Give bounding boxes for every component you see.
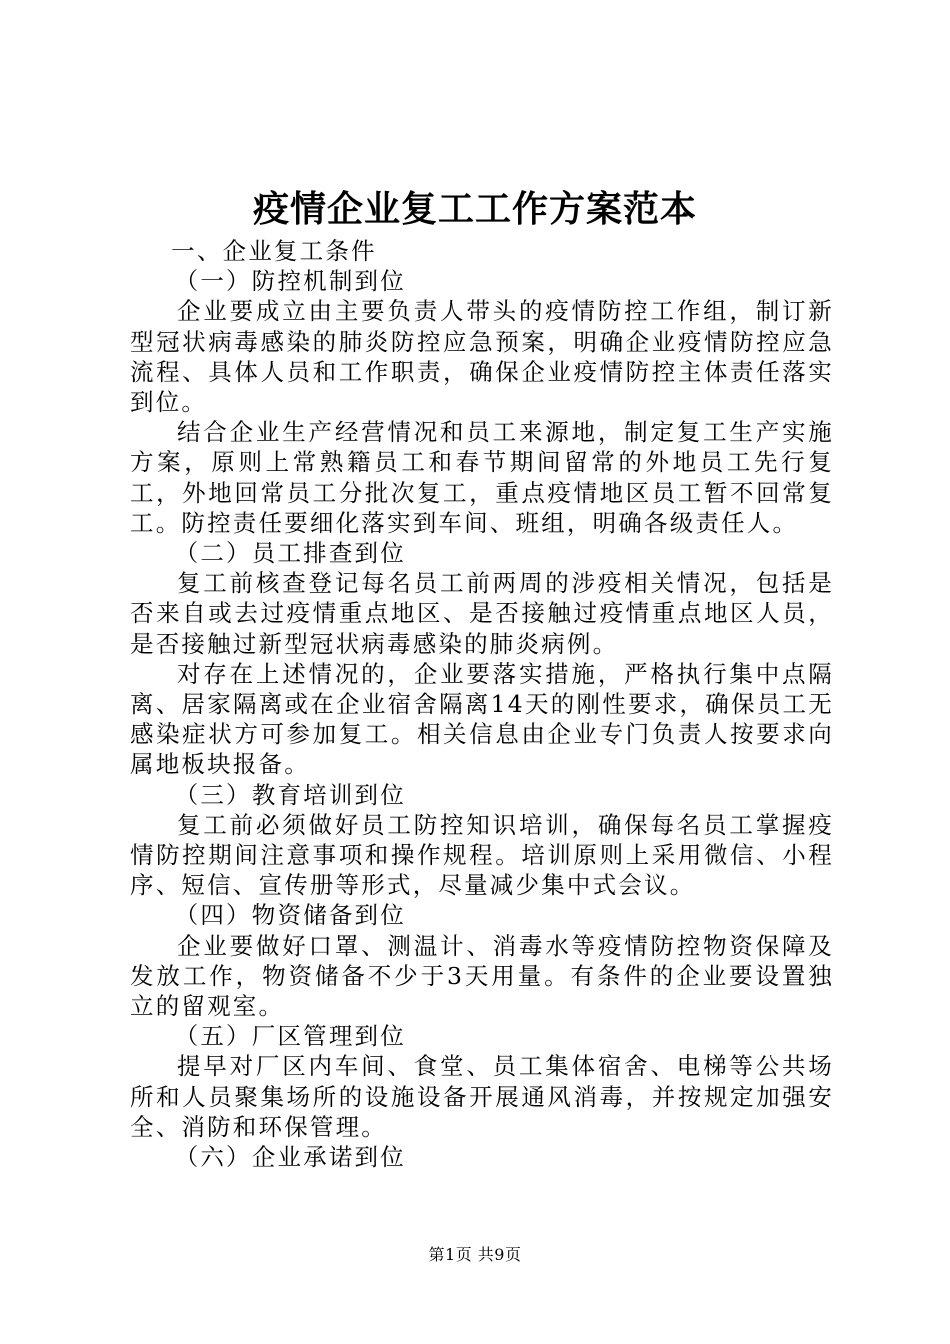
- subsection-heading: （二）员工排查到位: [174, 539, 406, 568]
- subsection-heading: （六）企业承诺到位: [174, 1143, 406, 1172]
- page-footer: 第1页 共9页: [428, 1245, 522, 1264]
- body-paragraph: 结合企业生产经营情况和员工来源地，制定复工生产实施方案，原则上常熟籍员工和春节期间留常的外地员工先行复工，外地回常员工分批次复工，重点疫情地区员工暂不回常复工。防控责任要细化落实到车间、班组，明确各级责任人。: [130, 418, 834, 537]
- subsection-heading: （五）厂区管理到位: [174, 1022, 406, 1051]
- subsection-heading: （一）防控机制到位: [174, 267, 406, 296]
- body-paragraph: 提早对厂区内车间、食堂、员工集体宿舍、电梯等公共场所和人员聚集场所的设施设备开展通风消毒，并按规定加强安全、消防和环保管理。: [130, 1052, 834, 1141]
- body-paragraph: 企业要做好口罩、测温计、消毒水等疫情防控物资保障及发放工作，物资储备不少于3天用量。有条件的企业要设置独立的留观室。: [130, 931, 834, 1021]
- body-paragraph: 对存在上述情况的，企业要落实措施，严格执行集中点隔离、居家隔离或在企业宿舍隔离14天的刚性要求，确保员工无感染症状方可参加复工。相关信息由企业专门负责人按要求向属地板块报备。: [130, 659, 834, 779]
- document-title: 疫情企业复工工作方案范本: [252, 188, 697, 230]
- body-paragraph: 复工前核查登记每名员工前两周的涉疫相关情况，包括是否来自或去过疫情重点地区、是否接触过疫情重点地区人员，是否接触过新型冠状病毒感染的肺炎病例。: [130, 569, 834, 658]
- document-body: [130, 236, 834, 1172]
- body-paragraph: 复工前必须做好员工防控知识培训，确保每名员工掌握疫情防控期间注意事项和操作规程。培训原则上采用微信、小程序、短信、宣传册等形式，尽量减少集中式会议。: [130, 810, 834, 900]
- subsection-heading: （四）物资储备到位: [174, 901, 406, 930]
- body-paragraph: 企业要成立由主要负责人带头的疫情防控工作组，制订新型冠状病毒感染的肺炎防控应急预案，明确企业疫情防控应急流程、具体人员和工作职责，确保企业疫情防控主体责任落实到位。: [130, 297, 834, 417]
- subsection-heading: （三）教育培训到位: [174, 780, 406, 809]
- section-heading: 一、企业复工条件: [171, 237, 377, 265]
